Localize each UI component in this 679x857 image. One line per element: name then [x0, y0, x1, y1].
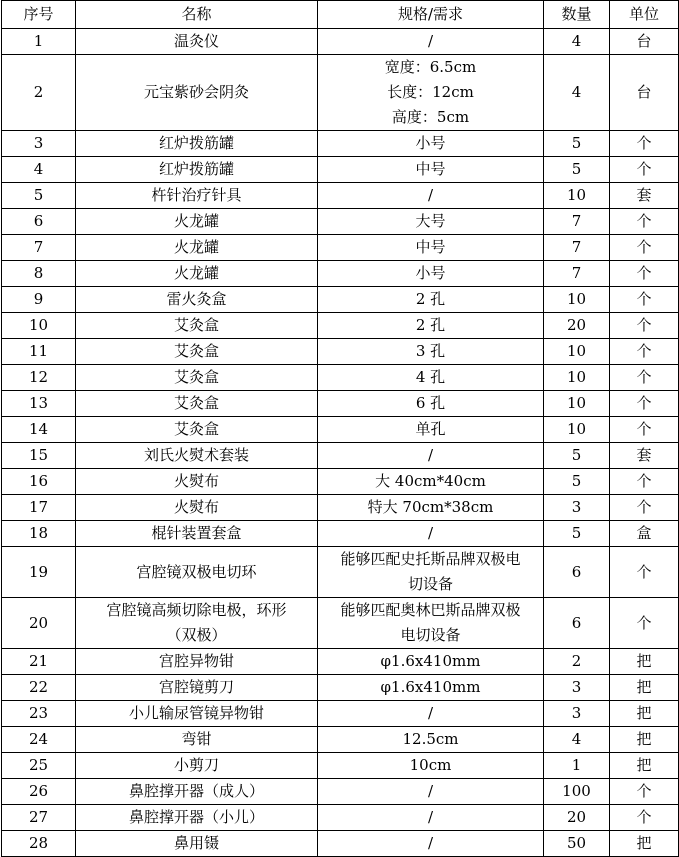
cell-unit: 个	[610, 495, 679, 521]
cell-qty: 4	[544, 29, 610, 55]
cell-spec-line: /	[427, 808, 434, 826]
cell-spec-line: 2 孔	[415, 290, 446, 308]
cell-qty: 20	[544, 313, 610, 339]
cell-name: 宫腔异物钳	[76, 649, 318, 675]
cell-name: 红炉拨筋罐	[76, 131, 318, 157]
cell-name: 小儿输尿管镜异物钳	[76, 701, 318, 727]
cell-spec	[318, 675, 544, 701]
cell-unit: 个	[610, 805, 679, 831]
cell-spec	[318, 753, 544, 779]
cell-spec	[318, 701, 544, 727]
cell-name: 火龙罐	[76, 209, 318, 235]
cell-spec-line: /	[427, 446, 434, 464]
cell-qty: 2	[544, 649, 610, 675]
equipment-table	[1, 0, 679, 857]
cell-no: 23	[2, 701, 76, 727]
cell-no: 13	[2, 391, 76, 417]
cell-spec-line: 中号	[415, 238, 446, 256]
cell-spec	[318, 183, 544, 209]
cell-unit: 个	[610, 235, 679, 261]
cell-spec	[318, 469, 544, 495]
table-row	[2, 29, 679, 55]
cell-unit: 把	[610, 649, 679, 675]
cell-unit: 套	[610, 443, 679, 469]
cell-no: 12	[2, 365, 76, 391]
cell-qty: 10	[544, 391, 610, 417]
cell-qty: 5	[544, 521, 610, 547]
cell-name: 艾灸盒	[76, 391, 318, 417]
table-row	[2, 805, 679, 831]
cell-name: 鼻用镊	[76, 831, 318, 857]
cell-spec-line: 高度：5cm	[391, 108, 470, 126]
cell-no: 6	[2, 209, 76, 235]
cell-qty: 6	[544, 547, 610, 598]
cell-unit: 个	[610, 365, 679, 391]
cell-no: 11	[2, 339, 76, 365]
cell-spec	[318, 29, 544, 55]
cell-spec	[318, 727, 544, 753]
cell-name: 鼻腔撑开器（成人）	[76, 779, 318, 805]
header-qty: 数量	[544, 1, 610, 29]
cell-no: 3	[2, 131, 76, 157]
cell-no: 17	[2, 495, 76, 521]
cell-qty: 6	[544, 598, 610, 649]
table-row	[2, 261, 679, 287]
table-row	[2, 157, 679, 183]
cell-spec-line: 能够匹配奥林巴斯品牌双极	[340, 601, 521, 619]
cell-spec-line: 能够匹配史托斯品牌双极电	[340, 550, 521, 568]
table-row	[2, 417, 679, 443]
cell-spec-line: 宽度：6.5cm	[384, 58, 477, 76]
cell-unit: 把	[610, 831, 679, 857]
cell-name: 火龙罐	[76, 235, 318, 261]
cell-spec-line: φ1.6x410mm	[380, 652, 481, 670]
table-row	[2, 183, 679, 209]
cell-spec-line: /	[427, 524, 434, 542]
cell-no: 27	[2, 805, 76, 831]
cell-spec	[318, 261, 544, 287]
cell-name: 艾灸盒	[76, 417, 318, 443]
cell-spec-line: /	[427, 32, 434, 50]
table-row	[2, 831, 679, 857]
cell-qty: 7	[544, 235, 610, 261]
cell-no: 9	[2, 287, 76, 313]
cell-spec	[318, 417, 544, 443]
cell-spec	[318, 313, 544, 339]
table-row	[2, 701, 679, 727]
cell-unit: 个	[610, 547, 679, 598]
cell-spec-line: 6 孔	[415, 394, 446, 412]
cell-spec-line: 长度：12cm	[387, 83, 474, 101]
cell-unit: 个	[610, 469, 679, 495]
cell-name: 元宝紫砂会阴灸	[76, 55, 318, 131]
table-row	[2, 598, 679, 649]
cell-name: 艾灸盒	[76, 313, 318, 339]
header-unit: 单位	[610, 1, 679, 29]
cell-unit: 把	[610, 675, 679, 701]
cell-spec-line: /	[427, 834, 434, 852]
table-row	[2, 339, 679, 365]
cell-no: 16	[2, 469, 76, 495]
cell-qty: 10	[544, 287, 610, 313]
cell-no: 25	[2, 753, 76, 779]
cell-spec-line: 2 孔	[415, 316, 446, 334]
cell-spec-line: 特大 70cm*38cm	[367, 498, 494, 516]
cell-name: 宫腔镜双极电切环	[76, 547, 318, 598]
cell-no: 26	[2, 779, 76, 805]
cell-spec	[318, 521, 544, 547]
cell-spec	[318, 131, 544, 157]
table-row	[2, 131, 679, 157]
header-no: 序号	[2, 1, 76, 29]
cell-no: 7	[2, 235, 76, 261]
cell-name: 宫腔镜剪刀	[76, 675, 318, 701]
cell-spec-line: /	[427, 704, 434, 722]
cell-qty: 4	[544, 55, 610, 131]
cell-spec-line: 4 孔	[415, 368, 446, 386]
cell-unit: 把	[610, 701, 679, 727]
cell-no: 22	[2, 675, 76, 701]
cell-spec	[318, 598, 544, 649]
cell-no: 20	[2, 598, 76, 649]
cell-qty: 3	[544, 675, 610, 701]
cell-spec	[318, 547, 544, 598]
cell-qty: 5	[544, 157, 610, 183]
cell-qty: 3	[544, 495, 610, 521]
cell-unit: 台	[610, 29, 679, 55]
cell-spec-line: 中号	[415, 160, 446, 178]
cell-qty: 100	[544, 779, 610, 805]
cell-qty: 7	[544, 261, 610, 287]
cell-no: 14	[2, 417, 76, 443]
cell-qty: 10	[544, 183, 610, 209]
cell-spec-line: 大号	[415, 212, 446, 230]
cell-unit: 台	[610, 55, 679, 131]
cell-unit: 个	[610, 261, 679, 287]
cell-spec	[318, 805, 544, 831]
cell-no: 10	[2, 313, 76, 339]
cell-name: 雷火灸盒	[76, 287, 318, 313]
cell-name	[76, 598, 318, 649]
cell-qty: 5	[544, 443, 610, 469]
cell-spec-line: /	[427, 782, 434, 800]
table-row	[2, 235, 679, 261]
cell-name: 温灸仪	[76, 29, 318, 55]
cell-name: 小剪刀	[76, 753, 318, 779]
cell-name: 艾灸盒	[76, 339, 318, 365]
table-row	[2, 779, 679, 805]
cell-qty: 4	[544, 727, 610, 753]
cell-qty: 20	[544, 805, 610, 831]
cell-no: 5	[2, 183, 76, 209]
cell-spec-line: 12.5cm	[402, 730, 459, 748]
cell-name-line: （双极）	[166, 626, 227, 644]
cell-name: 弯钳	[76, 727, 318, 753]
cell-no: 1	[2, 29, 76, 55]
table-row	[2, 753, 679, 779]
cell-no: 15	[2, 443, 76, 469]
header-name: 名称	[76, 1, 318, 29]
cell-spec	[318, 779, 544, 805]
cell-spec-line: 电切设备	[400, 626, 461, 644]
cell-spec-line: 小号	[415, 134, 446, 152]
cell-spec-line: φ1.6x410mm	[380, 678, 481, 696]
table-row	[2, 727, 679, 753]
cell-spec	[318, 235, 544, 261]
table-row	[2, 675, 679, 701]
cell-spec	[318, 209, 544, 235]
cell-spec-line: 小号	[415, 264, 446, 282]
table-row	[2, 209, 679, 235]
cell-spec	[318, 55, 544, 131]
cell-spec-line: 10cm	[409, 756, 452, 774]
cell-unit: 个	[610, 339, 679, 365]
cell-spec-line: /	[427, 186, 434, 204]
cell-no: 8	[2, 261, 76, 287]
table-row	[2, 495, 679, 521]
header-row	[2, 1, 679, 29]
cell-no: 4	[2, 157, 76, 183]
cell-name: 刘氏火熨术套装	[76, 443, 318, 469]
cell-qty: 5	[544, 131, 610, 157]
table-row	[2, 55, 679, 131]
cell-name: 棍针装置套盒	[76, 521, 318, 547]
table-row	[2, 443, 679, 469]
cell-unit: 把	[610, 753, 679, 779]
cell-spec-line: 单孔	[415, 420, 446, 438]
cell-name: 火龙罐	[76, 261, 318, 287]
cell-unit: 盒	[610, 521, 679, 547]
cell-unit: 个	[610, 598, 679, 649]
cell-unit: 个	[610, 287, 679, 313]
cell-unit: 个	[610, 391, 679, 417]
table-row	[2, 469, 679, 495]
cell-spec	[318, 287, 544, 313]
cell-qty: 10	[544, 365, 610, 391]
cell-unit: 个	[610, 417, 679, 443]
cell-unit: 个	[610, 131, 679, 157]
cell-spec	[318, 649, 544, 675]
cell-spec	[318, 365, 544, 391]
table-row	[2, 521, 679, 547]
cell-qty: 7	[544, 209, 610, 235]
cell-spec-line: 切设备	[407, 575, 453, 593]
cell-qty: 1	[544, 753, 610, 779]
cell-no: 21	[2, 649, 76, 675]
cell-no: 24	[2, 727, 76, 753]
cell-spec-line: 大 40cm*40cm	[375, 472, 486, 490]
cell-name: 火熨布	[76, 469, 318, 495]
cell-spec	[318, 443, 544, 469]
cell-no: 18	[2, 521, 76, 547]
cell-no: 19	[2, 547, 76, 598]
cell-name: 杵针治疗针具	[76, 183, 318, 209]
cell-qty: 5	[544, 469, 610, 495]
cell-spec	[318, 391, 544, 417]
cell-unit: 个	[610, 779, 679, 805]
cell-unit: 个	[610, 313, 679, 339]
cell-qty: 50	[544, 831, 610, 857]
cell-unit: 个	[610, 209, 679, 235]
cell-spec	[318, 339, 544, 365]
cell-name-line: 宫腔镜高频切除电极，环形	[106, 601, 287, 619]
cell-spec	[318, 157, 544, 183]
table-body	[2, 29, 679, 857]
cell-name: 鼻腔撑开器（小儿）	[76, 805, 318, 831]
table-row	[2, 547, 679, 598]
cell-qty: 3	[544, 701, 610, 727]
cell-spec	[318, 831, 544, 857]
cell-no: 28	[2, 831, 76, 857]
cell-qty: 10	[544, 339, 610, 365]
cell-no: 2	[2, 55, 76, 131]
cell-spec-line: 3 孔	[415, 342, 446, 360]
cell-name: 火熨布	[76, 495, 318, 521]
cell-spec	[318, 495, 544, 521]
table-row	[2, 391, 679, 417]
header-spec: 规格/需求	[318, 1, 544, 29]
cell-name: 红炉拨筋罐	[76, 157, 318, 183]
cell-unit: 把	[610, 727, 679, 753]
cell-name: 艾灸盒	[76, 365, 318, 391]
table-row	[2, 313, 679, 339]
table-row	[2, 287, 679, 313]
cell-unit: 个	[610, 157, 679, 183]
table-row	[2, 365, 679, 391]
cell-unit: 套	[610, 183, 679, 209]
table-row	[2, 649, 679, 675]
cell-qty: 10	[544, 417, 610, 443]
